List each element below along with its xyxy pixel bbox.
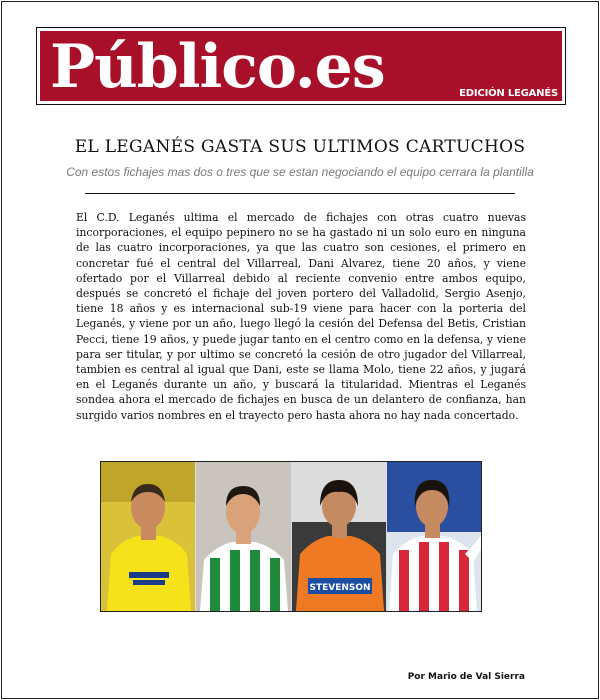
masthead-background — [40, 31, 562, 101]
masthead-logo: Público.es — [50, 32, 385, 102]
masthead-banner — [36, 27, 566, 105]
svg-text:STEVENSON: STEVENSON — [308, 583, 371, 593]
player-photo-villarreal — [101, 462, 196, 611]
article-subheadline: Con estos fichajes mas dos o tres que se estan negociando el equipo cerrara la plantilla — [66, 165, 534, 179]
player-photo-atletico — [387, 462, 481, 611]
article-body: El C.D. Leganés ultima el mercado de fichajes con otras cuatro nuevas incorporaciones, el equipo pepinero no se ha gastado ni un solo euro en ninguna de las cuatro incorporaciones, ya que las cuatro son cesiones, el primero en concretar fué el central del Villarreal, Dani Alvarez, tiene 20 años, y viene ofertado por el Villarreal debido al reciente convenio entre ambos equipo, después se concretó el fichaje del joven portero del Valladolid, Sergio Asenjo, tiene 18 años y es internacional sub-19 viene para hacer con la porteria del Leganés, y viene por un año, luego llegó la cesión del Defensa del Betis, Cristian Pecci, tiene 19 años, y puede jugar tanto en el centro como en la defensa, y viene para ser titular, y por ultimo se concretó la cesión de otro jugador del Villarreal, tambien es central al igual que Dani, este se llama Molo, tiene 22 años, y jugará en el Leganés durante un año, y buscará la titularidad. Mientras el Leganés sondea ahora el mercado de fichajes en busca de un delantero de confianza, han surgido varios nombres en el trayecto pero hasta ahora no hay nada concertado. — [76, 211, 526, 422]
headline-divider — [85, 193, 515, 194]
edition-label: EDICIÓN LEGANÉS — [459, 88, 558, 99]
article-headline: EL LEGANÉS GASTA SUS ULTIMOS CARTUCHOS — [74, 137, 526, 157]
player-photo-strip — [100, 461, 482, 612]
article-byline: Por Mario de Val Sierra — [407, 672, 525, 682]
player-photo-betis — [196, 462, 291, 611]
player-photo-valladolid — [292, 462, 387, 611]
